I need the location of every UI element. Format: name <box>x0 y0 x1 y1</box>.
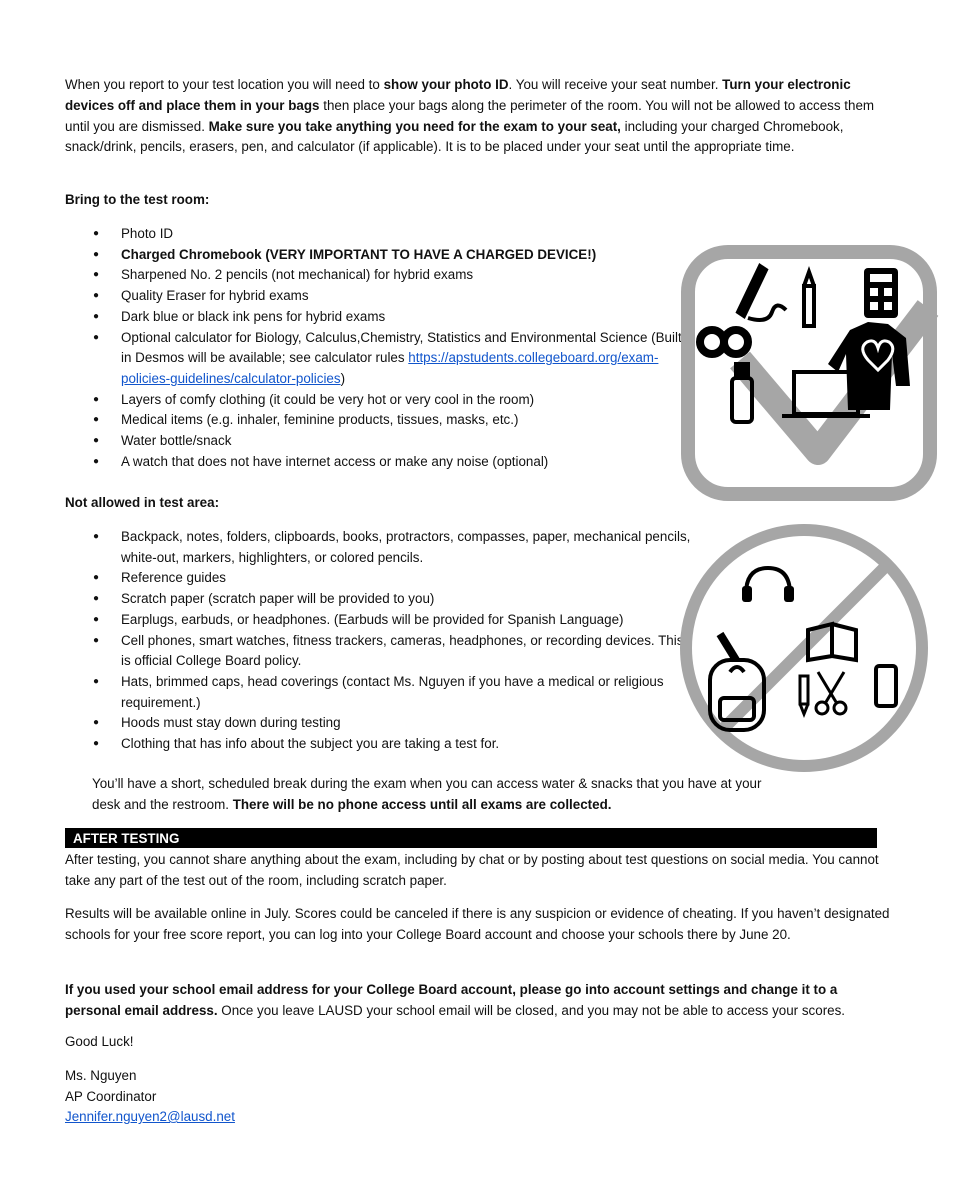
water-bottle-icon <box>732 364 752 422</box>
list-item: ● Hats, brimmed caps, head coverings (contact Ms. Nguyen if you have a medical or religious requirement.) <box>65 672 695 713</box>
list-item: ● Quality Eraser for hybrid exams <box>65 286 695 307</box>
pen-icon <box>800 676 808 714</box>
list-item: ● Cell phones, smart watches, fitness trackers, cameras, headphones, or recording devices. This is official College Board policy. <box>65 631 695 672</box>
calculator-policy-link[interactable]: https://apstudents.collegeboard.org/exam-policies-guidelines/calculator-policies <box>121 350 659 386</box>
pen-icon <box>738 266 786 320</box>
after-paragraph-2: Results will be available online in July. Scores could be canceled if there is any suspicion or evidence of cheating. If you haven’t designated schools for your free score report, you can log into your College Board account and choose your schools there by June 20. <box>65 906 890 942</box>
phone-icon <box>876 666 896 706</box>
list-item: ● Sharpened No. 2 pencils (not mechanical) for hybrid exams <box>65 265 695 286</box>
list-item: ● Earplugs, earbuds, or headphones. (Earbuds will be provided for Spanish Language) <box>65 610 695 631</box>
break-note: You’ll have a short, scheduled break during the exam when you can access water & snacks that you have at your desk and the restroom. There will be no phone access until all exams are collected. <box>92 776 762 812</box>
pretzel-icon <box>700 330 748 354</box>
allowed-items-illustration <box>678 242 940 504</box>
intro-paragraph: When you report to your test location you will need to show your photo ID. You will receive your seat number. Turn your electronic devices off and place them in your bags then place your bags along the perimeter of the room. You will not be allowed to access them until you are dismissed. Make sure you take anything you need for the exam to your seat, including your charged Chromebook, snack/drink, pencils, erasers, pen, and calculator (if applicable). It is to be placed under your seat until the appropriate time. <box>65 77 875 155</box>
signature-title: AP Coordinator <box>65 1089 157 1104</box>
bring-heading: Bring to the test room: <box>65 192 210 207</box>
list-item: ● Water bottle/snack <box>65 431 695 452</box>
email-warning: If you used your school email address for your College Board account, please go into account settings and change it to a personal email address. Once you leave LAUSD your school email will be closed, and you may not be able to access your scores. <box>65 982 846 1018</box>
list-item: ● Clothing that has info about the subject you are taking a test for. <box>65 734 695 755</box>
after-paragraph-1: After testing, you cannot share anything about the exam, including by chat or by posting about test questions on social media. You cannot take any part of the test out of the room, including scratch paper. <box>65 852 879 888</box>
headphones-icon <box>742 568 794 602</box>
scissors-icon <box>816 672 846 714</box>
signature-email-line <box>65 1107 895 1128</box>
list-item: ● Photo ID <box>65 224 695 245</box>
list-item: ● A watch that does not have internet access or make any noise (optional) <box>65 452 695 473</box>
signature-name: Ms. Nguyen <box>65 1068 137 1083</box>
calculator-icon <box>864 268 898 318</box>
not-allowed-list <box>65 527 695 755</box>
prohibited-items-illustration <box>676 520 932 776</box>
list-item: ● Hoods must stay down during testing <box>65 713 695 734</box>
list-item: ● Scratch paper (scratch paper will be provided to you) <box>65 589 695 610</box>
list-item: ● Charged Chromebook (VERY IMPORTANT TO HAVE A CHARGED DEVICE!) <box>65 245 695 266</box>
pencil-icon <box>804 272 814 326</box>
list-item: ● Dark blue or black ink pens for hybrid exams <box>65 307 695 328</box>
good-luck: Good Luck! <box>65 1034 134 1049</box>
list-item: ● Reference guides <box>65 568 695 589</box>
bring-list <box>65 224 695 472</box>
sweater-icon <box>828 322 910 410</box>
list-item: ● Medical items (e.g. inhaler, feminine products, tissues, masks, etc.) <box>65 410 695 431</box>
not-allowed-heading: Not allowed in test area: <box>65 495 220 510</box>
list-item: ● Optional calculator for Biology, Calculus,Chemistry, Statistics and Environmental Science (Built-in Desmos will be available; see calculator rules https://apstudents.collegeboard.org/exam-policies-guidelines/calculator-policies) <box>65 328 695 390</box>
after-testing-heading: AFTER TESTING <box>65 828 877 848</box>
list-item: ● Backpack, notes, folders, clipboards, books, protractors, compasses, paper, mechanical pencils, white-out, markers, highlighters, or colored pencils. <box>65 527 695 568</box>
email-link[interactable]: Jennifer.nguyen2@lausd.net <box>65 1109 235 1124</box>
list-item: ● Layers of comfy clothing (it could be very hot or very cool in the room) <box>65 390 695 411</box>
